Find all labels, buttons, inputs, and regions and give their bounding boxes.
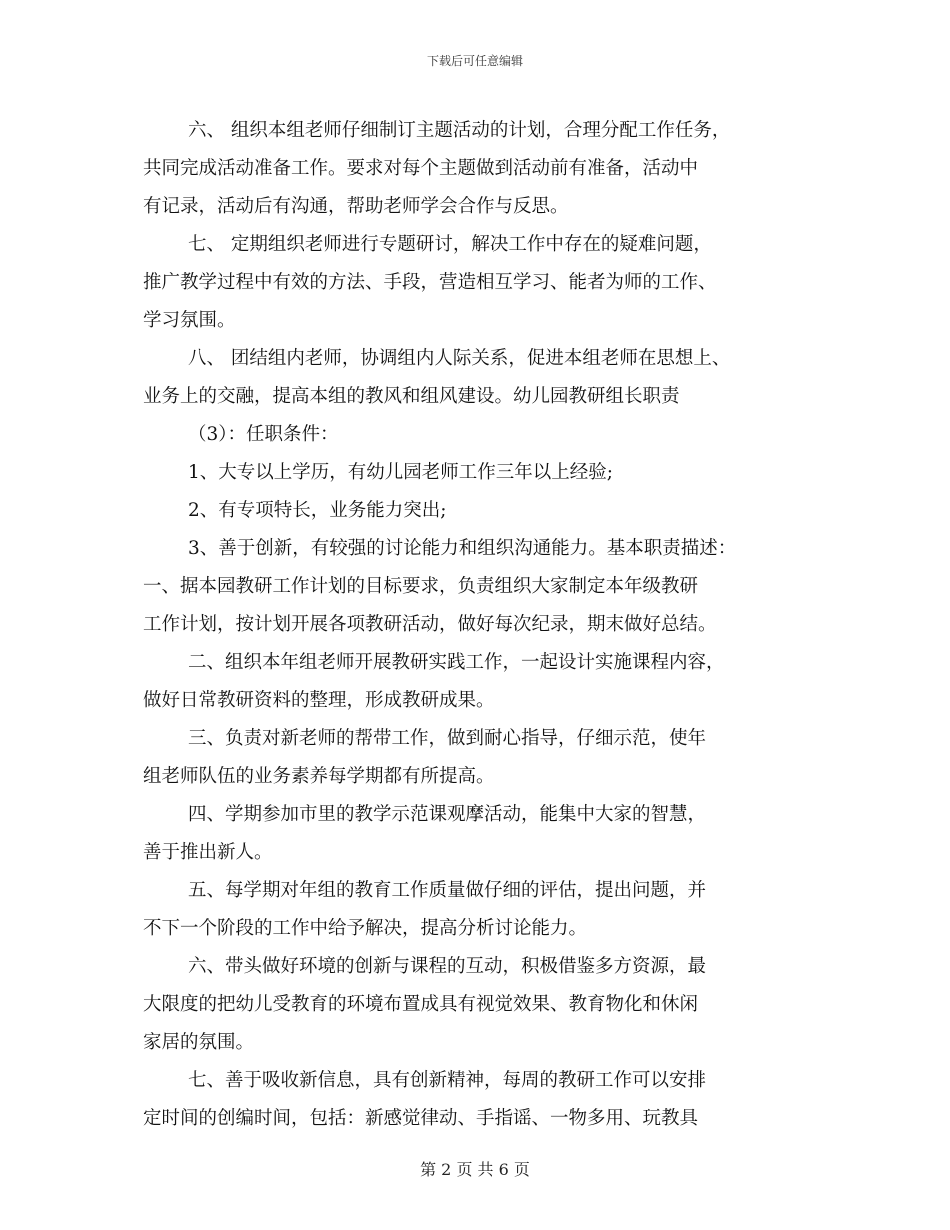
text-line: 学习氛围。 xyxy=(143,310,236,331)
text-line: 1、大专以上学历，有幼儿园老师工作三年以上经验; xyxy=(188,462,614,483)
text-line: 七、 定期组织老师进行专题研讨，解决工作中存在的疑难问题， xyxy=(188,234,712,255)
text-line: 不下一个阶段的工作中给予解决，提高分析讨论能力。 xyxy=(143,918,588,939)
text-line: 大限度的把幼儿受教育的环境布置成具有视觉效果、教育物化和休闲 xyxy=(143,994,699,1015)
text-line: 六、带头做好环境的创新与课程的互动，积极借鉴多方资源，最 xyxy=(188,956,707,977)
text-line: 七、善于吸收新信息，具有创新精神，每周的教研工作可以安排 xyxy=(188,1070,707,1091)
text-line: 组老师队伍的业务素养每学期都有所提高。 xyxy=(143,766,495,787)
text-line: 家居的氛围。 xyxy=(143,1032,255,1053)
text-line: 2、有专项特长，业务能力突出; xyxy=(188,500,447,521)
text-line: 二、组织本年组老师开展教研实践工作，一起设计实施课程内容， xyxy=(188,652,725,673)
text-line: 三、负责对新老师的帮带工作，做到耐心指导，仔细示范，使年 xyxy=(188,728,707,749)
page-footer: 第 2 页 共 6 页 xyxy=(420,1160,530,1179)
text-line: 善于推出新人。 xyxy=(143,842,273,863)
text-line: 工作计划，按计划开展各项教研活动，做好每次纪录，期末做好总结。 xyxy=(143,614,717,635)
text-line: （3）：任职条件： xyxy=(188,424,339,445)
document-body xyxy=(143,112,823,1138)
text-line: 共同完成活动准备工作。要求对每个主题做到活动前有准备，活动中 xyxy=(143,158,699,179)
text-line: 业务上的交融，提高本组的教风和组风建设。幼儿园教研组长职责 xyxy=(143,386,680,407)
text-line: 五、每学期对年组的教育工作质量做仔细的评估，提出问题，并 xyxy=(188,880,707,901)
text-line: 推广教学过程中有效的方法、手段，营造相互学习、能者为师的工作、 xyxy=(143,272,717,293)
text-line: 六、 组织本组老师仔细制订主题活动的计划，合理分配工作任务， xyxy=(188,120,731,141)
text-line: 做好日常教研资料的整理，形成教研成果。 xyxy=(143,690,495,711)
text-line: 四、学期参加市里的教学示范课观摩活动，能集中大家的智慧， xyxy=(188,804,707,825)
page-header: 下载后可任意编辑 xyxy=(426,54,523,68)
text-line: 有记录，活动后有沟通，帮助老师学会合作与反思。 xyxy=(143,196,569,217)
text-line: 3、善于创新，有较强的讨论能力和组织沟通能力。基本职责描述： xyxy=(188,538,737,559)
text-line: 八、 团结组内老师，协调组内人际关系，促进本组老师在思想上、 xyxy=(188,348,731,369)
text-line: 定时间的创编时间，包括：新感觉律动、手指谣、一物多用、玩教具 xyxy=(143,1108,699,1129)
text-line: 一、据本园教研工作计划的目标要求，负责组织大家制定本年级教研 xyxy=(143,576,699,597)
